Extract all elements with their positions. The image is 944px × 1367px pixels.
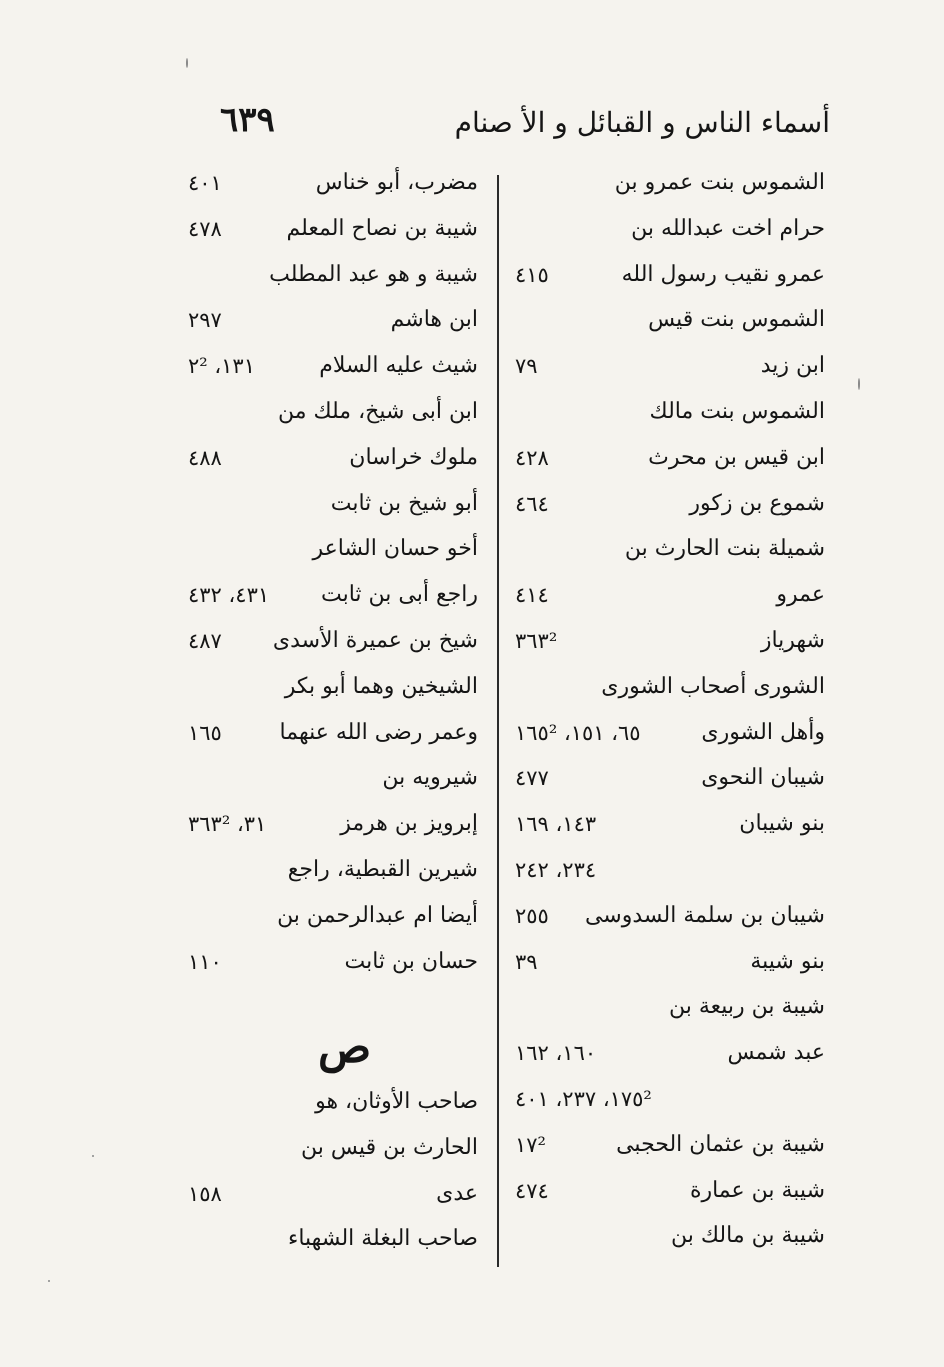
index-entry bbox=[188, 209, 488, 249]
entry-name: الشموس بنت مالك bbox=[649, 399, 825, 424]
entry-name: شيث عليه السلام bbox=[319, 353, 478, 379]
entry-name: شيرويه بن bbox=[382, 765, 478, 791]
entry-name: أيضا ام عبدالرحمن بن bbox=[277, 902, 478, 928]
index-entry bbox=[515, 575, 835, 615]
entry-page-numbers: ٤٧٧ bbox=[515, 766, 549, 791]
entry-name: عبد شمس bbox=[727, 1040, 825, 1066]
entry-page-numbers: ١٧² bbox=[515, 1132, 546, 1157]
entry-name: شيبة بن مالك بن bbox=[671, 1223, 825, 1249]
entry-page-numbers: ٧٩ bbox=[515, 354, 538, 379]
index-entry bbox=[515, 896, 835, 936]
entry-page-numbers: ٤١٥ bbox=[515, 262, 549, 287]
entry-name: حسان بن ثابت bbox=[344, 948, 478, 974]
entry-name: شموع بن زكور bbox=[689, 490, 825, 516]
page-number: ٦٣٩ bbox=[220, 100, 275, 140]
entry-page-numbers: ٤٧٨ bbox=[188, 216, 222, 241]
entry-name: بنو شيبة bbox=[750, 948, 825, 974]
entry-name: مضرب، أبو خناس bbox=[315, 170, 478, 195]
index-entry bbox=[515, 987, 835, 1027]
entry-page-numbers: ١٤٣، ١٦٩ bbox=[515, 812, 597, 837]
index-entry bbox=[515, 667, 835, 707]
scan-speck bbox=[858, 378, 860, 390]
entry-name: أخو حسان الشاعر bbox=[312, 536, 478, 562]
index-entry bbox=[515, 1125, 835, 1165]
entry-name: شيبان النحوى bbox=[701, 765, 825, 791]
entry-name: الشموس بنت عمرو بن bbox=[614, 170, 825, 195]
index-entry bbox=[188, 438, 488, 478]
index-entry bbox=[515, 1079, 835, 1119]
entry-page-numbers: ١٦٥ bbox=[188, 720, 222, 745]
scan-speck bbox=[48, 1280, 50, 1282]
entry-name: راجع أبى بن ثابت bbox=[320, 582, 478, 608]
entry-page-numbers: ١٧٥²، ٢٣٧، ٤٠١ bbox=[515, 1087, 652, 1111]
index-entry bbox=[188, 1128, 488, 1168]
entry-name: شهرياز bbox=[760, 628, 825, 653]
entry-name: شيرين القبطية، راجع bbox=[287, 857, 478, 882]
index-entry bbox=[188, 1219, 488, 1259]
entry-page-numbers: ٤٨٧ bbox=[188, 629, 222, 653]
index-entry bbox=[188, 255, 488, 295]
entry-name: شيخ بن عميرة الأسدى bbox=[272, 628, 478, 653]
entry-page-numbers: ٣١، ٣٦٣² bbox=[188, 812, 267, 837]
entry-page-numbers: ٣٦٣² bbox=[515, 629, 558, 653]
entry-name: شيبة و هو عبد المطلب bbox=[269, 261, 478, 287]
index-entry bbox=[515, 1171, 835, 1211]
entry-name: عمرو bbox=[776, 582, 825, 608]
entry-name: حرام اخت عبدالله بن bbox=[631, 215, 825, 241]
page-header bbox=[210, 100, 830, 154]
entry-page-numbers: ٢٥٥ bbox=[515, 903, 549, 928]
entry-name: إبرويز بن هرمز bbox=[340, 811, 478, 837]
index-entry bbox=[515, 713, 835, 753]
index-entry bbox=[188, 942, 488, 982]
index-entry bbox=[515, 438, 835, 478]
index-entry bbox=[188, 804, 488, 844]
entry-page-numbers: ١٣١، ٢² bbox=[188, 354, 255, 379]
entry-name: ملوك خراسان bbox=[349, 444, 478, 470]
index-entry bbox=[188, 529, 488, 569]
index-entry bbox=[188, 1174, 488, 1214]
entry-name: عدى bbox=[436, 1180, 478, 1206]
entry-name: ابن زيد bbox=[760, 353, 825, 379]
entry-name: شيبة بن عثمان الحجبى bbox=[616, 1131, 825, 1157]
entry-page-numbers: ٢٣٤، ٢٤٢ bbox=[515, 858, 597, 882]
entry-page-numbers: ٤٦٤ bbox=[515, 491, 549, 516]
running-title: أسماء الناس و القبائل و الأ صنام bbox=[454, 106, 830, 139]
entry-page-numbers: ٢٩٧ bbox=[188, 308, 222, 333]
index-entry bbox=[188, 621, 488, 661]
index-entry bbox=[515, 942, 835, 982]
index-entry bbox=[188, 713, 488, 753]
entry-name: صاحب البغلة الشهباء bbox=[288, 1226, 478, 1252]
index-entry bbox=[515, 484, 835, 524]
entry-name: الحارث بن قيس بن bbox=[301, 1134, 478, 1160]
entry-name: ابن هاشم bbox=[390, 307, 478, 333]
index-entry bbox=[515, 758, 835, 798]
index-entry bbox=[515, 804, 835, 844]
index-entry bbox=[515, 1033, 835, 1073]
index-entry bbox=[515, 529, 835, 569]
section-letter: ص bbox=[318, 1022, 372, 1073]
index-entry bbox=[515, 1216, 835, 1256]
entry-name: شيبة بن ربيعة بن bbox=[668, 994, 825, 1020]
index-entry bbox=[188, 850, 488, 890]
entry-page-numbers: ١٥٨ bbox=[188, 1181, 222, 1206]
index-entry bbox=[188, 575, 488, 615]
index-entry bbox=[515, 255, 835, 295]
entry-page-numbers: ٤٢٨ bbox=[515, 445, 549, 470]
entry-name: ابن قيس بن محرث bbox=[648, 444, 825, 470]
index-entry bbox=[515, 209, 835, 249]
entry-name: صاحب الأوثان، هو bbox=[315, 1089, 478, 1114]
entry-page-numbers: ١١٠ bbox=[188, 949, 222, 974]
entry-name: الشموس بنت قيس bbox=[648, 307, 825, 333]
entry-name: شميلة بنت الحارث بن bbox=[624, 536, 825, 562]
entry-name: أبو شيخ بن ثابت bbox=[330, 490, 478, 516]
entry-name: بنو شيبان bbox=[739, 811, 825, 837]
index-entry bbox=[515, 346, 835, 386]
entry-name: الشورى أصحاب الشورى bbox=[601, 673, 825, 699]
index-entry bbox=[515, 621, 835, 661]
entry-name: شيبان بن سلمة السدوسى bbox=[584, 902, 825, 928]
entry-name: وأهل الشورى bbox=[701, 719, 825, 745]
entry-page-numbers: ٤٨٨ bbox=[188, 445, 222, 470]
index-entry bbox=[188, 346, 488, 386]
entry-name: شيبة بن نصاح المعلم bbox=[286, 215, 478, 241]
index-entry bbox=[515, 850, 835, 890]
scan-speck bbox=[186, 58, 188, 68]
entry-page-numbers: ٦٥، ١٥١، ١٦٥² bbox=[515, 720, 641, 745]
column-divider bbox=[497, 175, 499, 1267]
entry-name: ابن أبى شيخ، ملك من bbox=[277, 399, 478, 424]
index-entry bbox=[188, 392, 488, 432]
index-entry bbox=[188, 667, 488, 707]
index-entry bbox=[188, 758, 488, 798]
index-entry bbox=[188, 1082, 488, 1122]
scan-speck bbox=[92, 1155, 94, 1157]
entry-page-numbers: ١٦٠، ١٦٢ bbox=[515, 1041, 597, 1066]
entry-name: عمرو نقيب رسول الله bbox=[621, 261, 825, 287]
index-entry bbox=[188, 300, 488, 340]
index-entry bbox=[188, 896, 488, 936]
entry-page-numbers: ٤٣١، ٤٣٢ bbox=[188, 583, 270, 608]
index-entry bbox=[515, 392, 835, 432]
entry-name: الشيخين وهما أبو بكر bbox=[284, 673, 478, 699]
entry-page-numbers: ٣٩ bbox=[515, 949, 538, 974]
index-entry bbox=[188, 163, 488, 203]
entry-page-numbers: ٤٧٤ bbox=[515, 1178, 549, 1203]
index-entry bbox=[188, 484, 488, 524]
index-entry bbox=[515, 300, 835, 340]
entry-name: وعمر رضى الله عنهما bbox=[279, 719, 478, 745]
index-entry bbox=[515, 163, 835, 203]
entry-page-numbers: ٤١٤ bbox=[515, 583, 549, 608]
entry-page-numbers: ٤٠١ bbox=[188, 171, 222, 195]
entry-name: شيبة بن عمارة bbox=[689, 1177, 825, 1203]
